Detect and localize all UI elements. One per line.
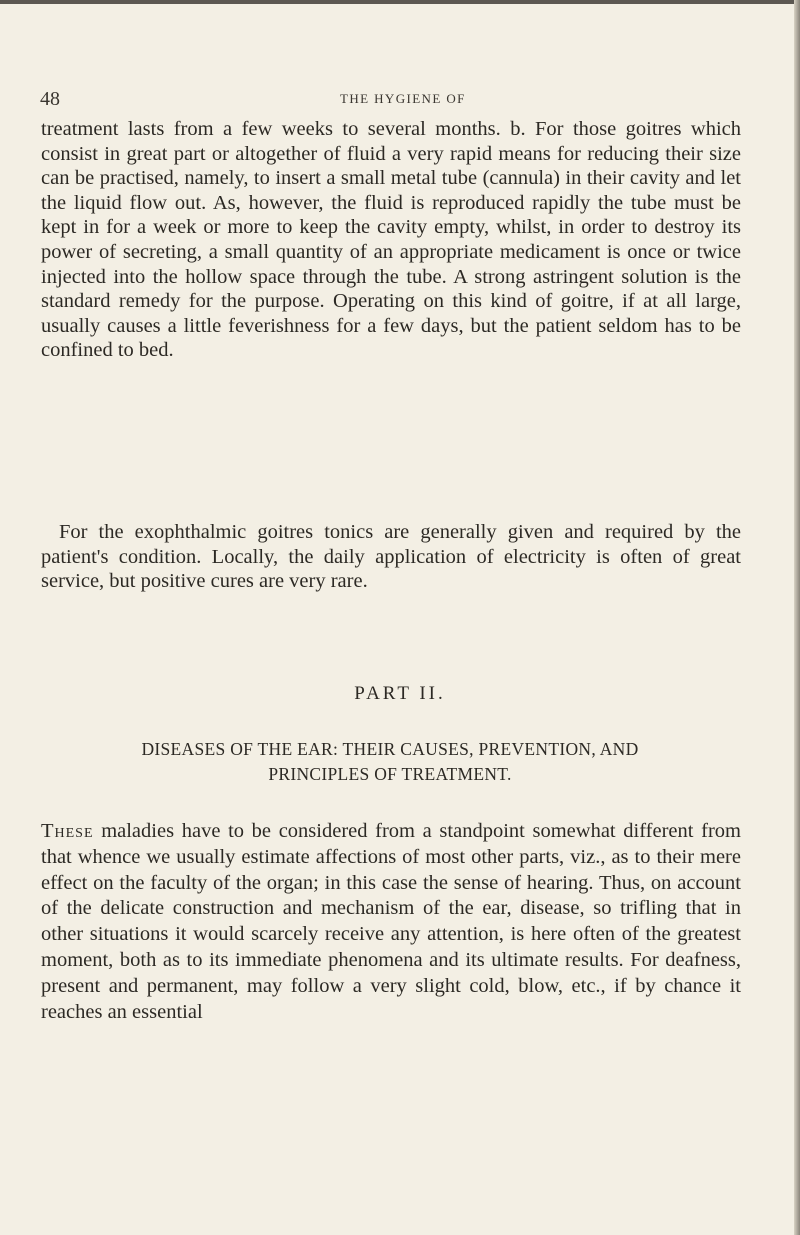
section-heading-line-2: PRINCIPLES OF TREATMENT. [268, 764, 512, 784]
page-number: 48 [40, 88, 60, 110]
part-heading: PART II. [354, 683, 446, 704]
running-title: THE HYGIENE OF [340, 91, 466, 106]
section-heading-line-1: DISEASES OF THE EAR: THEIR CAUSES, PREVENTION, AND [141, 739, 639, 759]
paragraph-body: maladies have to be considered from a standpoint somewhat different from that whence we usually estimate affections of most other parts, viz., as to their mere effect on the faculty of the organ; in this case the sense of hearing. Thus, on account of the delicate construction and mechanism of the ear, disease, so trifling that in other situations it would scarcely receive any attention, is here often of the greatest moment, both as to its immediate phenomena and its ultimate results. For deafness, present and permanent, may follow a very slight cold, blow, etc., if by chance it reaches an essential [41, 820, 741, 1023]
paragraph-exophthalmic-goitres: For the exophthalmic goitres tonics are generally given and required by the patient's condition. Locally, the daily application of electricity is often of great service, but positive cures are very rare. [41, 521, 741, 593]
running-head [40, 88, 740, 112]
paragraph-goitre-fluid-treatment: treatment lasts from a few weeks to several months. b. For those goitres which consist in great part or altogether of fluid a very rapid means for reducing their size can be practised, namely, to insert a small metal tube (cannula) in their cavity and let the liquid flow out. As, however, the fluid is reproduced rapidly the tube must be kept in for a week or more to keep the cavity empty, whilst, in order to destroy its power of secreting, a small quantity of an appropriate medicament is once or twice injected into the hollow space through the tube. A strong astringent solution is the standard remedy for the purpose. Operating on this kind of goitre, if at all large, usually causes a little feverishness for a few days, but the patient seldom has to be confined to bed. [41, 118, 741, 362]
paragraph-ear-diseases-intro [41, 819, 741, 1025]
page-top-edge [0, 0, 800, 4]
section-heading [40, 737, 740, 787]
paragraph-lead-in: These [41, 820, 94, 842]
page-right-edge [794, 0, 800, 1235]
